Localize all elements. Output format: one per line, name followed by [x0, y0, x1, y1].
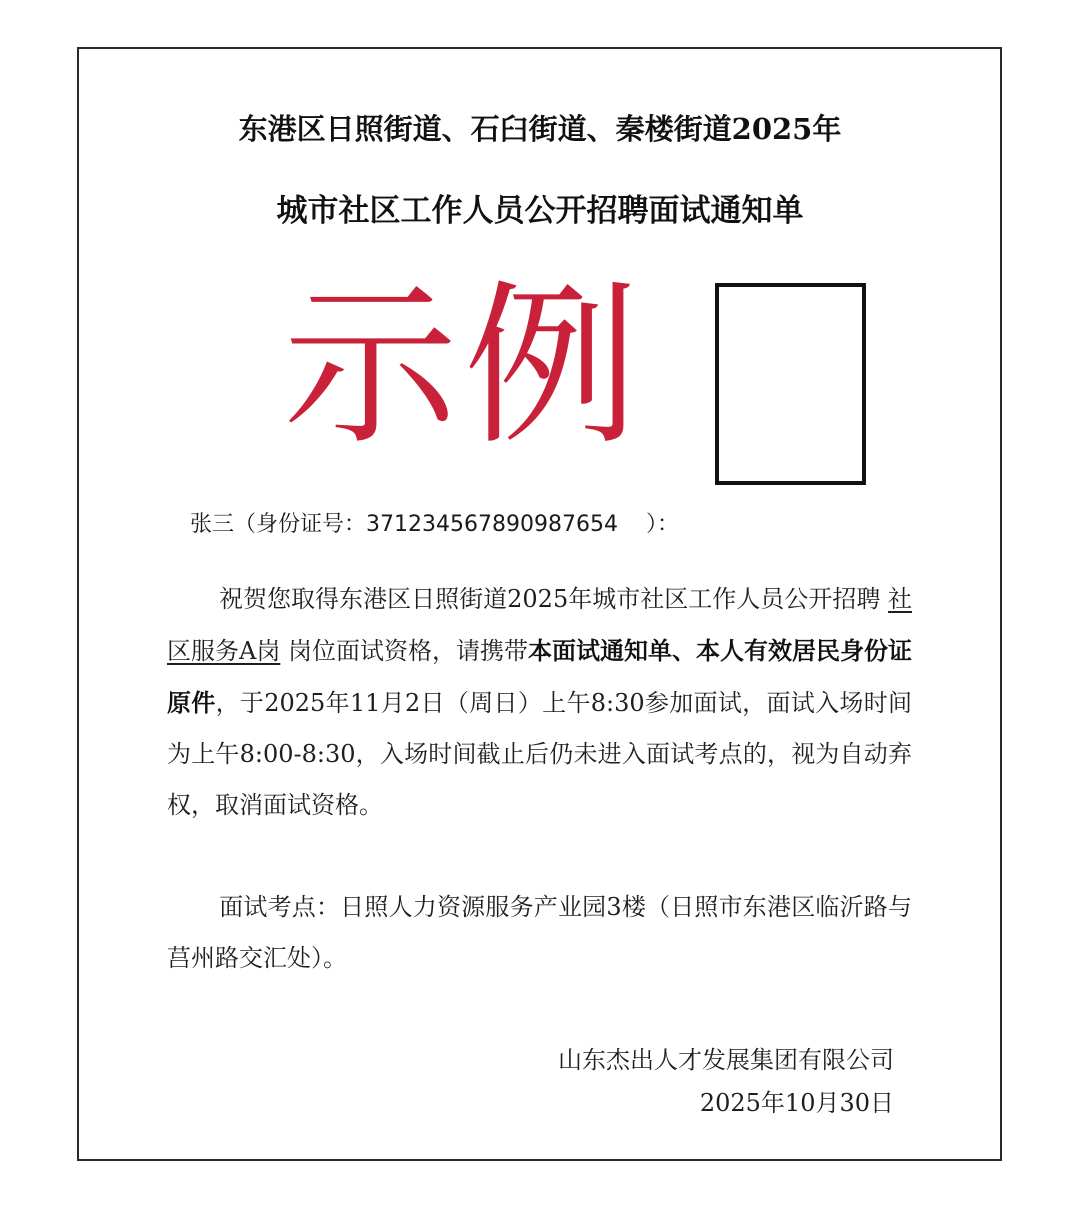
body-intro-text: 祝贺您取得东港区日照街道2025年城市社区工作人员公开招聘	[219, 585, 881, 613]
notice-body-paragraph	[167, 574, 912, 831]
position-name: 社区服务A岗	[167, 585, 912, 665]
addressee-line	[190, 507, 679, 538]
id-number: 371234567890987654	[366, 512, 618, 537]
id-label-open: （身份证号：	[234, 512, 367, 537]
notice-title-line1: 东港区日照街道、石臼街道、秦楼街道2025年	[238, 112, 842, 146]
addressee-name: 张三	[190, 512, 235, 537]
required-documents: 本面试通知单、本人有效居民身份证原件	[167, 636, 913, 717]
body-mid-text: 岗位面试资格，请携带	[287, 637, 528, 665]
notice-title-line2: 城市社区工作人员公开招聘面试通知单	[276, 193, 804, 229]
issue-date: 2025年10月30日	[699, 1089, 894, 1117]
sample-watermark: 示例	[283, 266, 645, 469]
photo-placeholder	[715, 283, 866, 485]
body-schedule-text: ，于2025年11月2日（周日）上午8:30参加面试，面试入场时间为上午8:00-8:30，入场时间截止后仍未进入面试考点的，视为自动弃权，取消面试资格。	[167, 689, 912, 819]
id-label-close: ）：	[645, 512, 679, 537]
interview-location-paragraph	[167, 882, 912, 984]
issuer-name: 山东杰出人才发展集团有限公司	[558, 1046, 894, 1074]
interview-location-text: 面试考点：日照人力资源服务产业园3楼（日照市东港区临沂路与莒州路交汇处）。	[167, 893, 912, 972]
